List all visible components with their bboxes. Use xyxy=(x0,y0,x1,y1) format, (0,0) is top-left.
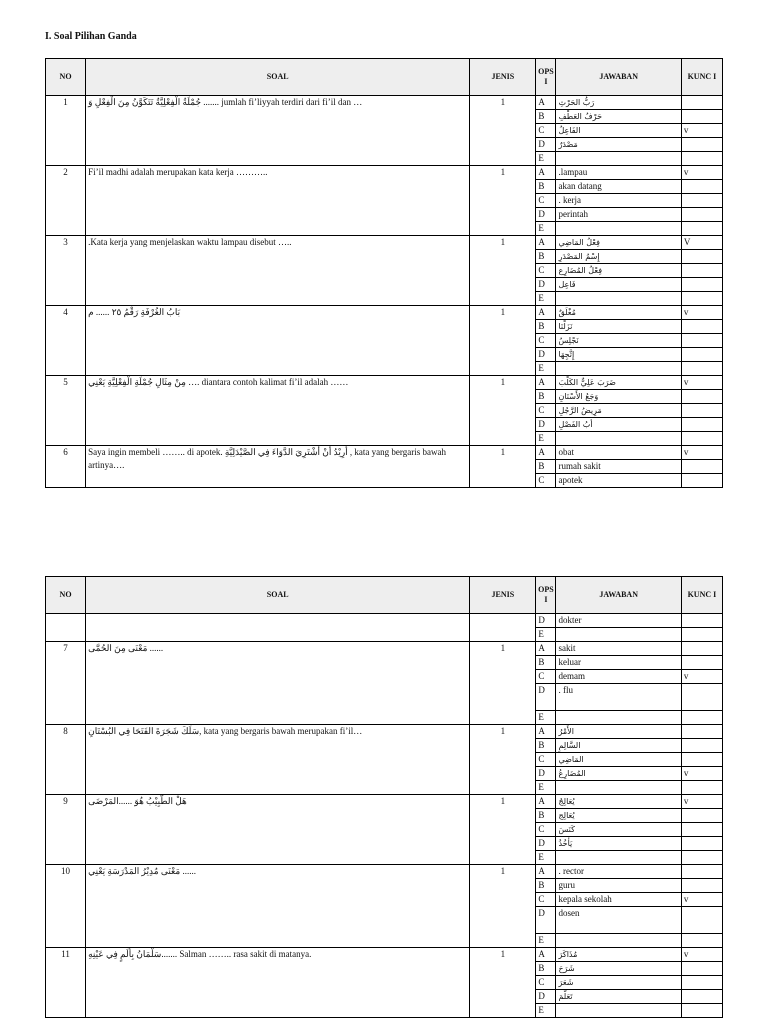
answer-text: مَرِيضُ الرَّجُلِ xyxy=(558,406,602,415)
answer-cell xyxy=(556,767,681,781)
option-letter: C xyxy=(536,976,556,990)
question-text xyxy=(86,166,470,236)
option-letter: D xyxy=(536,907,556,934)
answer-key xyxy=(681,656,722,670)
question-number: 9 xyxy=(46,795,86,865)
option-letter: D xyxy=(536,767,556,781)
option-letter: E xyxy=(536,222,556,236)
question-text-content: مَعْنَى مِنَ الحُمَّى ...... xyxy=(88,643,164,653)
answer-key xyxy=(681,865,722,879)
answer-cell xyxy=(556,725,681,739)
option-letter: E xyxy=(536,851,556,865)
question-text-content: جُمْلَةُ الْفِعْلِيَّةُ تَتَكَوَّنُ مِنَ الْفِعْلِ وَ ....... jumlah fi’liyyah terdiri dari fi’il dan … xyxy=(88,97,363,107)
answer-cell xyxy=(556,334,681,348)
header-jenis: JENIS xyxy=(470,577,536,614)
answer-key xyxy=(681,390,722,404)
question-number: 6 xyxy=(46,446,86,488)
option-letter: E xyxy=(536,781,556,795)
answer-cell xyxy=(556,934,681,948)
answer-key xyxy=(681,292,722,306)
option-letter: A xyxy=(536,795,556,809)
answer-cell xyxy=(556,851,681,865)
question-type: 1 xyxy=(470,96,536,166)
answer-text: رَبُّ الحَرْثِ xyxy=(558,98,595,107)
answer-key xyxy=(681,348,722,362)
question-number: 3 xyxy=(46,236,86,306)
answer-key xyxy=(681,879,722,893)
option-letter: E xyxy=(536,432,556,446)
answer-key: v xyxy=(681,795,722,809)
table-header-row xyxy=(46,577,723,614)
table-row xyxy=(46,306,723,320)
answer-key xyxy=(681,152,722,166)
answer-cell: keluar xyxy=(556,656,681,670)
option-letter: E xyxy=(536,362,556,376)
option-letter: D xyxy=(536,418,556,432)
answer-cell: dokter xyxy=(556,614,681,628)
answer-key xyxy=(681,1004,722,1018)
answer-key xyxy=(681,222,722,236)
answer-text: مُغْلَقٌ xyxy=(558,308,576,317)
answer-text: يَأْخُذُ xyxy=(558,839,573,848)
answer-cell xyxy=(556,292,681,306)
answer-key xyxy=(681,851,722,865)
header-opsi: OPS I xyxy=(536,577,556,614)
answer-key: v xyxy=(681,306,722,320)
question-type xyxy=(470,614,536,642)
question-table-2 xyxy=(45,576,723,1018)
answer-cell xyxy=(556,990,681,1004)
question-text xyxy=(86,236,470,306)
answer-text: يُعَالِجُ xyxy=(558,797,575,806)
question-table-1 xyxy=(45,58,723,488)
answer-cell xyxy=(556,432,681,446)
question-text xyxy=(86,96,470,166)
answer-cell xyxy=(556,124,681,138)
option-letter: B xyxy=(536,180,556,194)
option-letter: B xyxy=(536,879,556,893)
answer-cell: .lampau xyxy=(556,166,681,180)
option-letter: A xyxy=(536,446,556,460)
answer-key xyxy=(681,404,722,418)
table-row xyxy=(46,795,723,809)
answer-key: v xyxy=(681,446,722,460)
answer-key xyxy=(681,278,722,292)
answer-key xyxy=(681,194,722,208)
answer-key xyxy=(681,474,722,488)
question-text xyxy=(86,642,470,725)
answer-key xyxy=(681,250,722,264)
answer-cell xyxy=(556,753,681,767)
answer-key xyxy=(681,628,722,642)
header-jenis: JENIS xyxy=(470,59,536,96)
answer-text: تَعَلَّمَ xyxy=(558,992,573,1001)
answer-text: المَاضِي xyxy=(558,755,584,764)
answer-cell: guru xyxy=(556,879,681,893)
answer-text: المُضَارِعُ xyxy=(558,769,586,778)
question-text-content: سَلَكَ شَجَرَةَ الفَتَحَا فِي البُسْتَانِ, kata yang bergaris bawah merupakan fi’il… xyxy=(88,726,363,736)
answer-key xyxy=(681,264,722,278)
answer-key: v xyxy=(681,670,722,684)
option-letter: C xyxy=(536,264,556,278)
answer-cell xyxy=(556,976,681,990)
answer-key xyxy=(681,320,722,334)
table-row xyxy=(46,865,723,879)
header-opsi: OPS I xyxy=(536,59,556,96)
answer-key xyxy=(681,684,722,711)
answer-key: v xyxy=(681,166,722,180)
answer-key xyxy=(681,725,722,739)
question-text xyxy=(86,446,470,488)
answer-cell xyxy=(556,390,681,404)
answer-text: شَرَحَ xyxy=(558,964,575,973)
answer-text: أبُ الفَصْلِ xyxy=(558,420,593,429)
answer-cell xyxy=(556,418,681,432)
answer-text: إِتَّجِهَا xyxy=(558,350,575,359)
answer-key xyxy=(681,460,722,474)
option-letter: B xyxy=(536,809,556,823)
section-heading: I. Soal Pilihan Ganda xyxy=(45,31,137,42)
answer-key xyxy=(681,642,722,656)
table-row xyxy=(46,446,723,460)
question-text-content: مَعْنَى مُدِيْرُ المَدْرَسَةِ يَعْنِي ...... xyxy=(88,866,196,876)
answer-cell xyxy=(556,962,681,976)
table-row xyxy=(46,236,723,250)
question-number xyxy=(46,614,86,642)
option-letter: B xyxy=(536,962,556,976)
question-type: 1 xyxy=(470,795,536,865)
answer-cell xyxy=(556,1004,681,1018)
answer-cell xyxy=(556,348,681,362)
option-letter: B xyxy=(536,250,556,264)
table-row xyxy=(46,725,723,739)
answer-key xyxy=(681,432,722,446)
option-letter: C xyxy=(536,404,556,418)
answer-cell: apotek xyxy=(556,474,681,488)
answer-text: فَاعِل xyxy=(558,280,576,289)
question-type: 1 xyxy=(470,446,536,488)
answer-key xyxy=(681,837,722,851)
option-letter: A xyxy=(536,376,556,390)
question-text xyxy=(86,795,470,865)
option-letter: C xyxy=(536,823,556,837)
answer-cell xyxy=(556,110,681,124)
header-soal: SOAL xyxy=(86,59,470,96)
option-letter: E xyxy=(536,628,556,642)
answer-text: مَصْدَرٌ xyxy=(558,140,578,149)
question-text xyxy=(86,865,470,948)
table-row xyxy=(46,642,723,656)
option-letter: B xyxy=(536,460,556,474)
answer-key: v xyxy=(681,767,722,781)
option-letter: D xyxy=(536,278,556,292)
question-text-content: .Kata kerja yang menjelaskan waktu lampau disebut ….. xyxy=(88,237,292,247)
question-text xyxy=(86,614,470,642)
question-text xyxy=(86,376,470,446)
answer-key xyxy=(681,208,722,222)
option-letter: D xyxy=(536,614,556,628)
header-kunci: KUNC I xyxy=(681,59,722,96)
answer-cell xyxy=(556,628,681,642)
answer-cell xyxy=(556,376,681,390)
option-letter: A xyxy=(536,725,556,739)
option-letter: C xyxy=(536,334,556,348)
option-letter: D xyxy=(536,684,556,711)
question-type: 1 xyxy=(470,166,536,236)
answer-cell xyxy=(556,948,681,962)
answer-key xyxy=(681,418,722,432)
answer-cell xyxy=(556,222,681,236)
answer-cell: . kerja xyxy=(556,194,681,208)
answer-cell: dosen xyxy=(556,907,681,934)
option-letter: C xyxy=(536,124,556,138)
answer-key xyxy=(681,781,722,795)
question-type: 1 xyxy=(470,642,536,725)
question-text xyxy=(86,725,470,795)
answer-cell: perintah xyxy=(556,208,681,222)
table-row xyxy=(46,948,723,962)
question-text xyxy=(86,306,470,376)
question-text-content: بَابُ الغُرْفَةِ رَقْمُ ٢٥ ...... م xyxy=(88,307,181,317)
answer-key xyxy=(681,739,722,753)
answer-cell: sakit xyxy=(556,642,681,656)
answer-text: يُعَالِج xyxy=(558,811,575,820)
option-letter: B xyxy=(536,390,556,404)
header-kunci: KUNC I xyxy=(681,577,722,614)
option-letter: D xyxy=(536,990,556,1004)
option-letter: B xyxy=(536,739,556,753)
option-letter: D xyxy=(536,138,556,152)
question-number: 1 xyxy=(46,96,86,166)
answer-cell xyxy=(556,809,681,823)
option-letter: E xyxy=(536,711,556,725)
answer-text: إِسْمُ المَصْدَرِ xyxy=(558,252,600,261)
answer-key xyxy=(681,753,722,767)
answer-cell: . flu xyxy=(556,684,681,711)
answer-cell xyxy=(556,781,681,795)
option-letter: A xyxy=(536,948,556,962)
option-letter: E xyxy=(536,292,556,306)
question-number: 4 xyxy=(46,306,86,376)
question-number: 10 xyxy=(46,865,86,948)
question-text-content: Saya ingin membeli …….. di apotek. أُرِيْدُ أَنْ أَشْتَرِيَ الدَّوَاءَ فِي الصَّيْدَلِيَّةِ , kata yang bergaris bawah artinya…. xyxy=(88,447,446,470)
answer-key xyxy=(681,809,722,823)
option-letter: C xyxy=(536,753,556,767)
answer-key xyxy=(681,990,722,1004)
option-letter: B xyxy=(536,656,556,670)
answer-key xyxy=(681,96,722,110)
answer-cell: rumah sakit xyxy=(556,460,681,474)
answer-cell xyxy=(556,823,681,837)
option-letter: C xyxy=(536,893,556,907)
question-text-content: هَلْ الطَّبِيْبُ هُوَ ......المَرْضَى xyxy=(88,796,187,806)
question-type: 1 xyxy=(470,865,536,948)
answer-cell xyxy=(556,236,681,250)
table-row xyxy=(46,166,723,180)
option-letter: C xyxy=(536,474,556,488)
answer-text: الأَمْرُ xyxy=(558,727,574,736)
answer-cell xyxy=(556,96,681,110)
answer-key xyxy=(681,138,722,152)
option-letter: E xyxy=(536,1004,556,1018)
answer-key: v xyxy=(681,948,722,962)
table-row xyxy=(46,96,723,110)
question-number: 7 xyxy=(46,642,86,725)
answer-cell xyxy=(556,250,681,264)
answer-cell xyxy=(556,404,681,418)
answer-text: فِعْلُ المُضَارِع xyxy=(558,266,603,275)
answer-key: v xyxy=(681,893,722,907)
answer-cell: akan datang xyxy=(556,180,681,194)
option-letter: A xyxy=(536,642,556,656)
question-type: 1 xyxy=(470,236,536,306)
question-number: 2 xyxy=(46,166,86,236)
answer-cell xyxy=(556,739,681,753)
answer-text: نَجْلِسُ xyxy=(558,336,579,345)
answer-key xyxy=(681,180,722,194)
answer-key xyxy=(681,934,722,948)
question-type: 1 xyxy=(470,948,536,1018)
question-text-content: Fi’il madhi adalah merupakan kata kerja ……….. xyxy=(88,167,268,177)
answer-key: V xyxy=(681,236,722,250)
header-soal: SOAL xyxy=(86,577,470,614)
answer-cell xyxy=(556,320,681,334)
table-header-row xyxy=(46,59,723,96)
answer-cell xyxy=(556,795,681,809)
answer-text: ضَرَبَ عَلِيٌّ الكَلْبَ xyxy=(558,378,616,387)
answer-key xyxy=(681,110,722,124)
answer-cell xyxy=(556,278,681,292)
header-no: NO xyxy=(46,577,86,614)
answer-key xyxy=(681,976,722,990)
question-text-content: مِنْ مِثَالِ جُمْلَةِ الْفِعْلِيَّةِ يَعْنِي …. diantara contoh kalimat fi’il adalah …… xyxy=(88,377,349,387)
option-letter: C xyxy=(536,194,556,208)
answer-key xyxy=(681,362,722,376)
answer-cell xyxy=(556,711,681,725)
answer-text: فِعْلُ المَاضِي xyxy=(558,238,600,247)
table-row xyxy=(46,614,723,628)
answer-cell xyxy=(556,264,681,278)
answer-cell xyxy=(556,138,681,152)
option-letter: B xyxy=(536,320,556,334)
question-type: 1 xyxy=(470,306,536,376)
option-letter: A xyxy=(536,306,556,320)
answer-cell xyxy=(556,306,681,320)
answer-cell: obat xyxy=(556,446,681,460)
question-text-content: سَلْمَانُ بِأَلَمٍ فِي عَيْنِهِ....... Salman …….. rasa sakit di matanya. xyxy=(88,949,312,959)
answer-text: مُذَاكَرَ xyxy=(558,950,578,959)
answer-key xyxy=(681,614,722,628)
answer-key xyxy=(681,711,722,725)
question-number: 5 xyxy=(46,376,86,446)
option-letter: C xyxy=(536,670,556,684)
option-letter: D xyxy=(536,208,556,222)
answer-text: السَّالِمِ xyxy=(558,741,581,750)
header-jawaban: JAWABAN xyxy=(556,577,681,614)
answer-text: شَعَرَ xyxy=(558,978,574,987)
answer-cell: demam xyxy=(556,670,681,684)
option-letter: A xyxy=(536,865,556,879)
answer-key: v xyxy=(681,124,722,138)
option-letter: E xyxy=(536,152,556,166)
answer-text: نَزَلْنَا xyxy=(558,322,573,331)
answer-cell: kepala sekolah xyxy=(556,893,681,907)
answer-cell xyxy=(556,362,681,376)
option-letter: A xyxy=(536,236,556,250)
answer-key: v xyxy=(681,376,722,390)
answer-text: الفَاعِلُ xyxy=(558,126,581,135)
question-type: 1 xyxy=(470,376,536,446)
option-letter: D xyxy=(536,348,556,362)
answer-key xyxy=(681,962,722,976)
question-type: 1 xyxy=(470,725,536,795)
answer-key xyxy=(681,823,722,837)
option-letter: A xyxy=(536,96,556,110)
answer-key xyxy=(681,334,722,348)
header-jawaban: JAWABAN xyxy=(556,59,681,96)
answer-text: حَرْفُ العَطْفِ xyxy=(558,112,603,121)
answer-key xyxy=(681,907,722,934)
answer-cell xyxy=(556,152,681,166)
option-letter: B xyxy=(536,110,556,124)
question-number: 8 xyxy=(46,725,86,795)
answer-cell: . rector xyxy=(556,865,681,879)
answer-cell xyxy=(556,837,681,851)
answer-text: كَنَسَ xyxy=(558,825,575,834)
question-number: 11 xyxy=(46,948,86,1018)
option-letter: D xyxy=(536,837,556,851)
option-letter: E xyxy=(536,934,556,948)
answer-text: وَجَعُ الأَسْنَانِ xyxy=(558,392,599,401)
option-letter: A xyxy=(536,166,556,180)
header-no: NO xyxy=(46,59,86,96)
table-row xyxy=(46,376,723,390)
question-text xyxy=(86,948,470,1018)
